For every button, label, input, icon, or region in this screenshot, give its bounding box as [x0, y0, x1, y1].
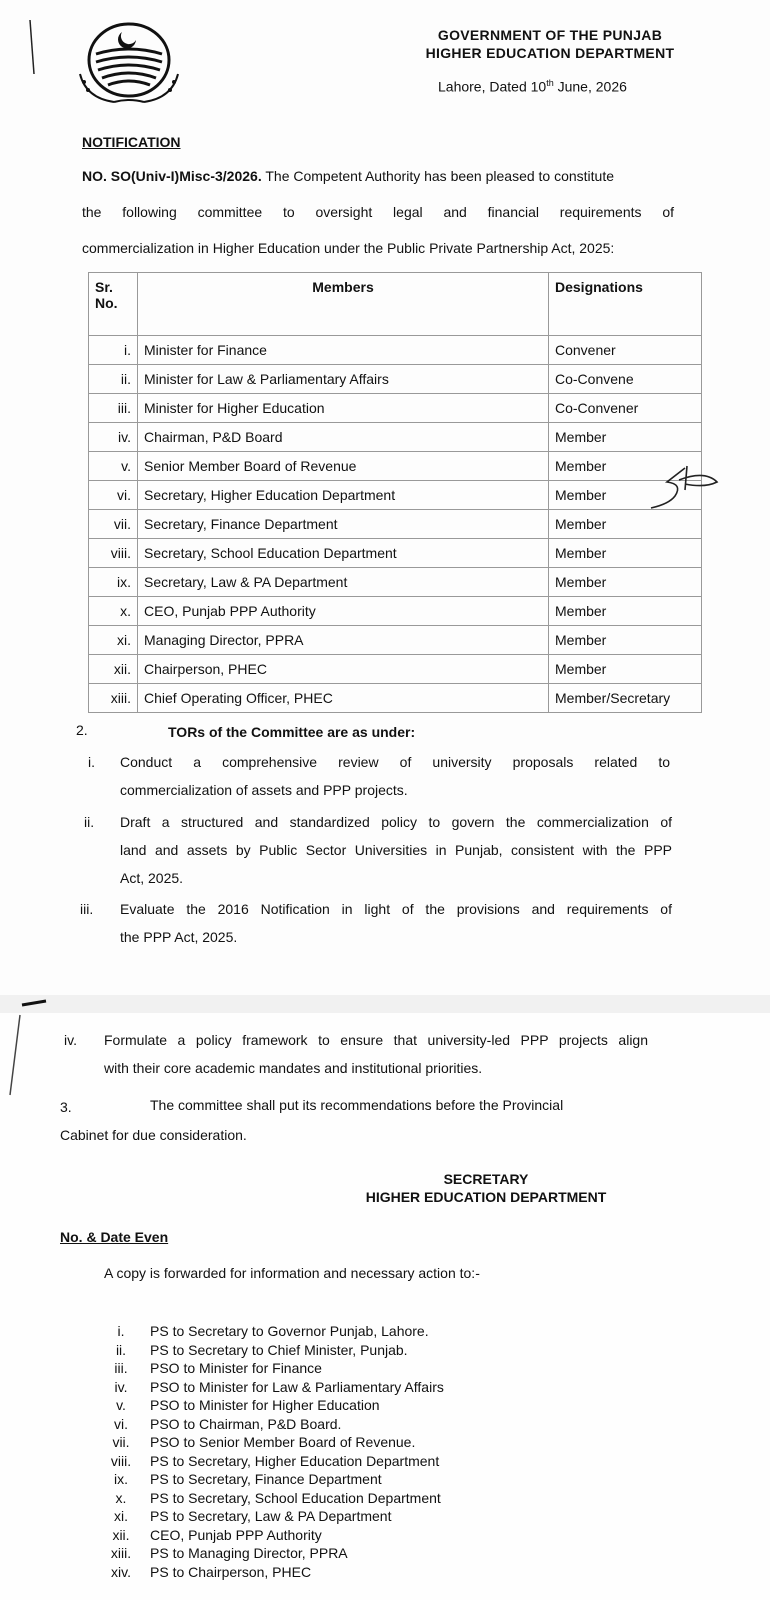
- table-row: [89, 655, 702, 684]
- copy-item-text: PSO to Minister for Higher Education: [150, 1397, 380, 1413]
- list-item: [100, 1526, 444, 1545]
- tor-item-text: with their core academic mandates and institutional priorities.: [104, 1060, 483, 1076]
- para3-line-2: Cabinet for due consideration.: [60, 1127, 247, 1143]
- punjab-government-seal-icon: [74, 14, 184, 106]
- row-sr: vi.: [89, 481, 138, 510]
- row-sr: iii.: [89, 394, 138, 423]
- list-item: [100, 1378, 444, 1397]
- list-item: [100, 1433, 444, 1452]
- copy-item-no: xi.: [114, 1508, 128, 1524]
- row-sr: i.: [89, 336, 138, 365]
- row-designation: Member: [549, 568, 702, 597]
- copy-list: [100, 1322, 444, 1581]
- tor-item-text: Formulate a policy framework to ensure that university-led PPP projects align: [104, 1032, 648, 1048]
- gov-line-1: GOVERNMENT OF THE PUNJAB: [437, 27, 663, 43]
- copy-item-text: PS to Secretary, Finance Department: [150, 1471, 382, 1487]
- row-member: Minister for Finance: [138, 336, 549, 365]
- list-item: [100, 1563, 444, 1582]
- copy-item-no: xiii.: [110, 1545, 132, 1561]
- copy-item-text: PSO to Chairman, P&D Board.: [150, 1415, 342, 1432]
- row-sr: ii.: [89, 365, 138, 394]
- copy-item-text: PS to Secretary, Higher Education Department: [150, 1452, 440, 1469]
- table-row: [89, 423, 702, 452]
- tor-item-text: Draft a structured and standardized policy to govern the commercialization of: [120, 814, 672, 830]
- intro-text-1: The Competent Authority has been pleased to constitute: [261, 168, 615, 184]
- table-row: [89, 539, 702, 568]
- copy-item-text: PS to Secretary, Law & PA Department: [150, 1508, 392, 1524]
- row-sr: viii.: [89, 539, 138, 568]
- tor-item-text: commercialization of assets and PPP projects.: [120, 782, 408, 798]
- row-member: Secretary, Law & PA Department: [138, 568, 549, 597]
- notification-intro-line-2: the following committee to oversight legal and financial requirements of: [82, 204, 674, 220]
- committee-members-table: [88, 272, 702, 713]
- copy-item-text: PS to Chairperson, PHEC: [150, 1563, 312, 1580]
- copy-item-no: viii.: [110, 1452, 132, 1469]
- copy-item-text: PS to Managing Director, PPRA: [150, 1545, 348, 1561]
- header-members: Members: [138, 273, 549, 336]
- header-sr: [89, 273, 138, 336]
- copy-item-no: vi.: [114, 1415, 128, 1432]
- list-item: [100, 1341, 444, 1360]
- table-row: [89, 481, 702, 510]
- row-member: Secretary, Higher Education Department: [138, 481, 549, 510]
- row-member: Managing Director, PPRA: [138, 626, 549, 655]
- notification-intro-line-1: [82, 166, 614, 186]
- row-designation: Member: [549, 539, 702, 568]
- row-sr: v.: [89, 452, 138, 481]
- page-gap: [0, 995, 770, 1013]
- para3-line-1: The committee shall put its recommendations before the Provincial: [150, 1097, 564, 1113]
- tor-item-text: the PPP Act, 2025.: [120, 929, 238, 945]
- copy-item-no: ix.: [114, 1471, 128, 1487]
- row-designation: Convener: [549, 336, 702, 365]
- dated-sup: th: [546, 78, 554, 88]
- header-sr-1: Sr.: [95, 279, 113, 295]
- margin-scan-mark: [20, 18, 40, 78]
- signature-line-2: HIGHER EDUCATION DEPARTMENT: [365, 1189, 607, 1205]
- row-member: Minister for Law & Parliamentary Affairs: [138, 365, 549, 394]
- list-item: [100, 1507, 444, 1526]
- row-sr: ix.: [89, 568, 138, 597]
- copy-item-text: PS to Secretary to Governor Punjab, Lahore.: [150, 1323, 429, 1339]
- table-row: [89, 568, 702, 597]
- list-item: [100, 1489, 444, 1508]
- copy-item-text: PSO to Minister for Finance: [150, 1360, 322, 1376]
- list-item: [100, 1396, 444, 1415]
- tor-item-no: iv.: [64, 1032, 77, 1048]
- row-sr: xi.: [89, 626, 138, 655]
- copy-item-no: vii.: [112, 1434, 130, 1450]
- row-designation: Member: [549, 626, 702, 655]
- row-member: Chairperson, PHEC: [138, 655, 549, 684]
- government-header: [400, 26, 700, 62]
- row-sr: iv.: [89, 423, 138, 452]
- copy-item-no: i.: [117, 1323, 125, 1339]
- copy-item-no: ii.: [115, 1341, 127, 1358]
- copy-item-text: PSO to Senior Member Board of Revenue.: [150, 1434, 416, 1450]
- row-sr: vii.: [89, 510, 138, 539]
- copy-intro: A copy is forwarded for information and necessary action to:-: [104, 1265, 480, 1281]
- list-item: [100, 1544, 444, 1563]
- row-member: Secretary, Finance Department: [138, 510, 549, 539]
- row-sr: x.: [89, 597, 138, 626]
- table-row: [89, 626, 702, 655]
- row-designation: Member: [549, 655, 702, 684]
- row-designation: Member: [549, 452, 702, 481]
- row-member: Chief Operating Officer, PHEC: [138, 684, 549, 713]
- notification-number: NO. SO(Univ-I)Misc-3/2026.: [82, 168, 262, 184]
- copy-item-text: PS to Secretary, School Education Department: [150, 1489, 441, 1506]
- table-row: [89, 510, 702, 539]
- copy-heading: No. & Date Even: [60, 1229, 169, 1245]
- table-row: [89, 394, 702, 423]
- copy-item-no: xii.: [112, 1526, 130, 1543]
- row-member: Senior Member Board of Revenue: [138, 452, 549, 481]
- dated-suffix: June, 2026: [553, 78, 627, 95]
- signature-line-1: SECRETARY: [443, 1171, 529, 1187]
- copy-item-no: iv.: [114, 1378, 128, 1395]
- table-row: [89, 365, 702, 394]
- row-designation: Member: [549, 510, 702, 539]
- row-designation: Member: [549, 481, 702, 510]
- handwritten-initials: [645, 460, 725, 515]
- copy-item-text: CEO, Punjab PPP Authority: [150, 1526, 322, 1543]
- copy-item-no: x.: [115, 1489, 127, 1506]
- copy-item-text: PS to Secretary to Chief Minister, Punjab.: [150, 1341, 408, 1358]
- row-sr: xiii.: [89, 684, 138, 713]
- row-designation: Member: [549, 597, 702, 626]
- notification-title: NOTIFICATION: [82, 134, 181, 150]
- dated-prefix: Lahore, Dated 10: [438, 78, 547, 95]
- para3-no: 3.: [60, 1099, 72, 1115]
- notification-intro-line-3: commercialization in Higher Education under the Public Private Partnership Act, 2025:: [82, 240, 615, 256]
- list-item: [100, 1452, 444, 1471]
- table-row: [89, 452, 702, 481]
- table-row: [89, 684, 702, 713]
- gov-line-2: HIGHER EDUCATION DEPARTMENT: [425, 45, 675, 61]
- tor-item-text: land and assets by Public Sector Universities in Punjab, consistent with the PPP: [120, 842, 672, 858]
- row-member: Chairman, P&D Board: [138, 423, 549, 452]
- row-sr: xii.: [89, 655, 138, 684]
- row-designation: Co-Convener: [549, 394, 702, 423]
- row-designation: Member: [549, 423, 702, 452]
- table-row: [89, 336, 702, 365]
- list-item: [100, 1470, 444, 1489]
- tor-item-text: Act, 2025.: [120, 870, 184, 886]
- tor-item-no: iii.: [80, 901, 94, 917]
- tors-heading: TORs of the Committee are as under:: [168, 724, 416, 740]
- list-item: [100, 1322, 444, 1341]
- table-header-row: [89, 273, 702, 336]
- copy-item-no: iii.: [114, 1360, 128, 1376]
- tor-item-text: Conduct a comprehensive review of university proposals related to: [120, 754, 670, 770]
- row-designation: Co-Convene: [549, 365, 702, 394]
- tor-item-no: ii.: [84, 814, 95, 830]
- copy-item-no: xiv.: [111, 1563, 131, 1580]
- list-item: [100, 1359, 444, 1378]
- signature-block: [340, 1170, 632, 1206]
- row-designation: Member/Secretary: [549, 684, 702, 713]
- row-member: CEO, Punjab PPP Authority: [138, 597, 549, 626]
- dated-line: [438, 78, 627, 95]
- copy-item-no: v.: [116, 1397, 126, 1413]
- header-sr-2: No.: [95, 295, 118, 311]
- header-designations: Designations: [549, 273, 702, 336]
- tors-para-no: 2.: [76, 722, 88, 738]
- list-item: [100, 1415, 444, 1434]
- copy-item-text: PSO to Minister for Law & Parliamentary Affairs: [150, 1378, 444, 1395]
- tor-item-no: i.: [88, 754, 95, 770]
- row-member: Minister for Higher Education: [138, 394, 549, 423]
- row-member: Secretary, School Education Department: [138, 539, 549, 568]
- table-row: [89, 597, 702, 626]
- margin-scan-mark-2: [0, 995, 50, 1105]
- tor-item-text: Evaluate the 2016 Notification in light of the provisions and requirements of: [120, 901, 672, 917]
